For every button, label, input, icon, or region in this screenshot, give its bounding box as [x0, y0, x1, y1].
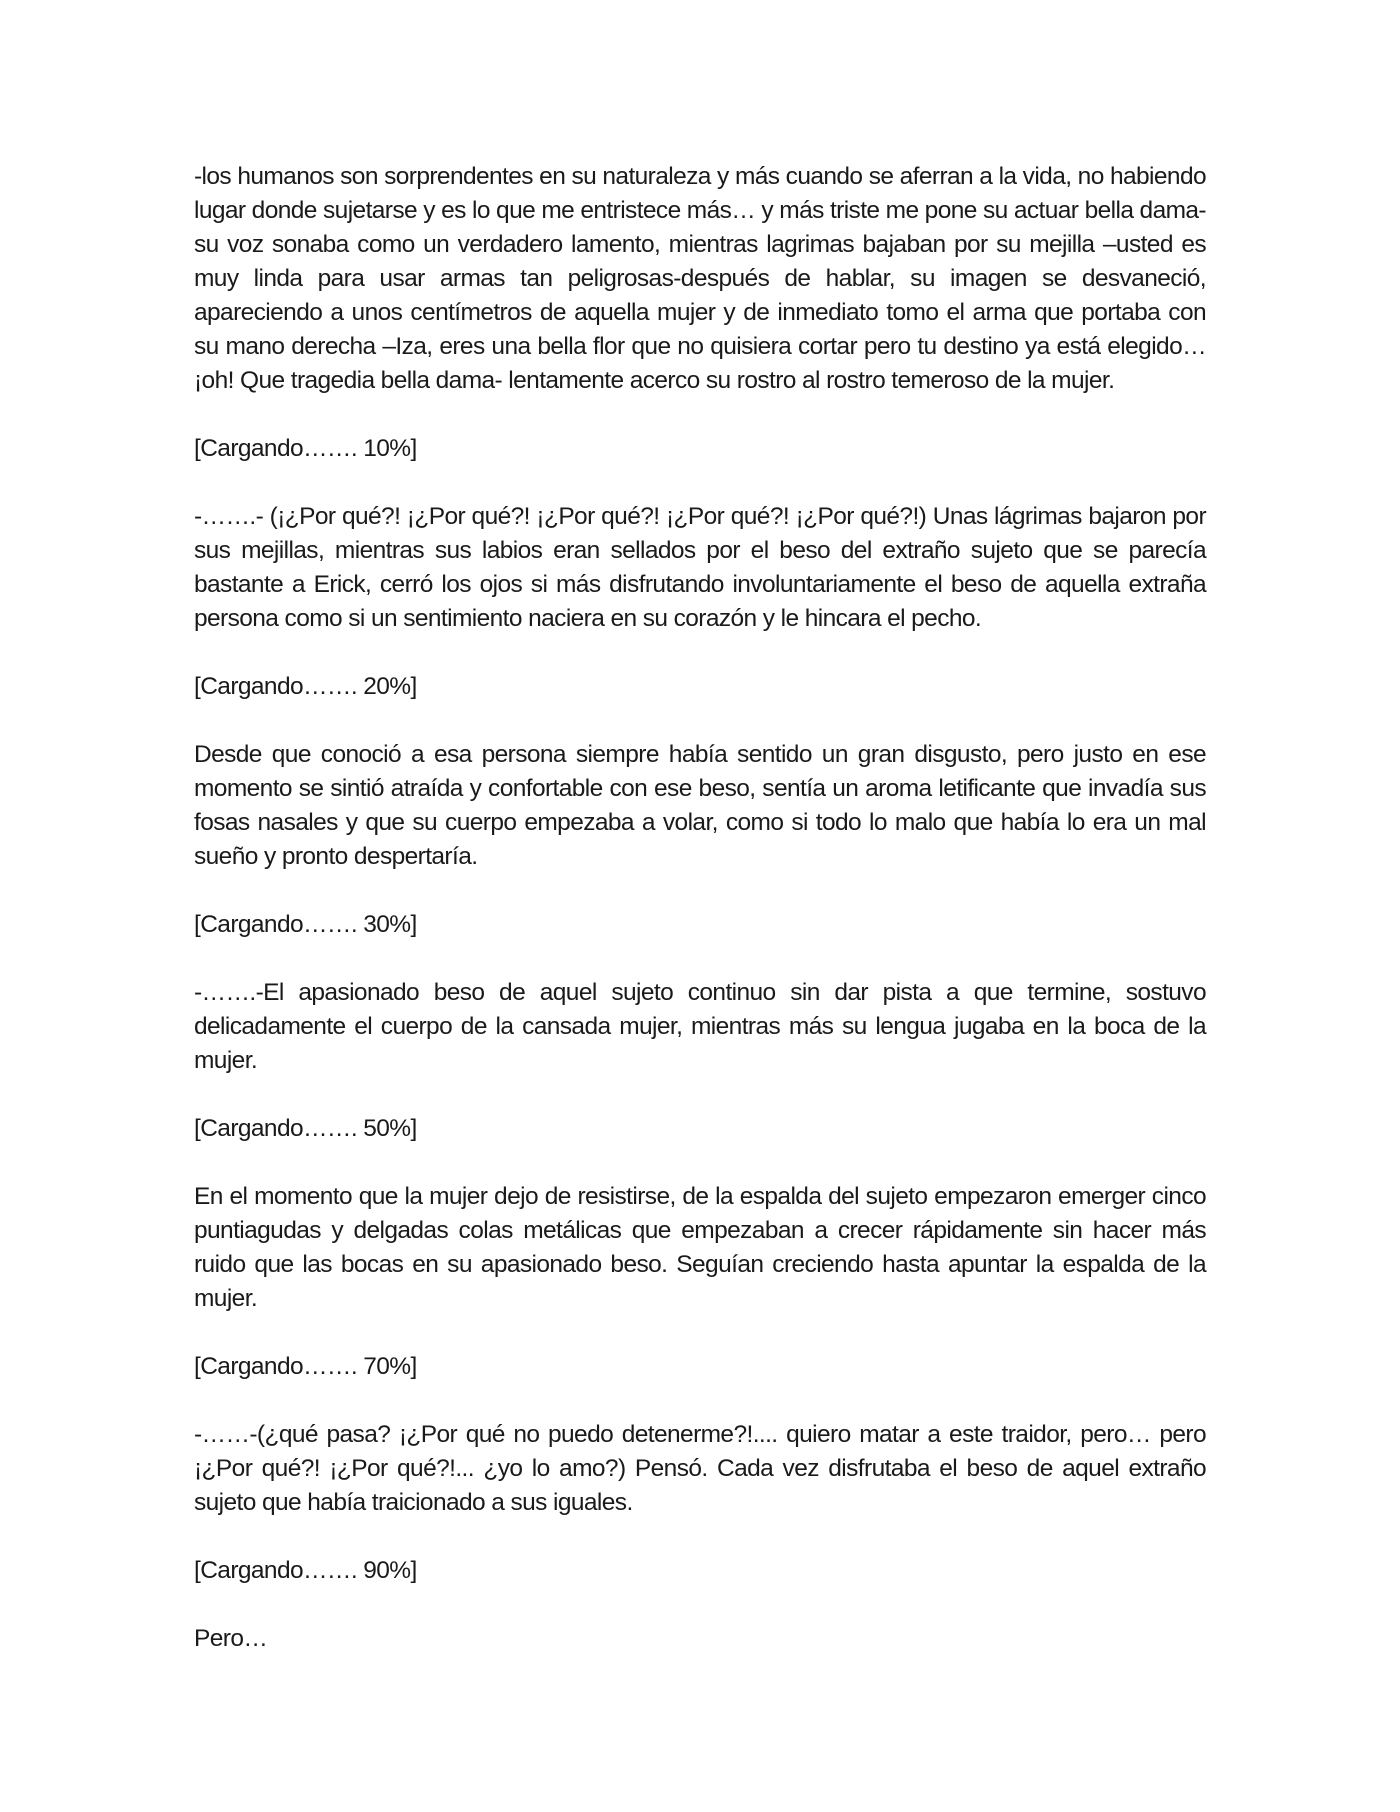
paragraph-5: En el momento que la mujer dejo de resistirse, de la espalda del sujeto empezaron emerger cinco puntiagudas y delgadas colas metálicas que empezaban a crecer rápidamente sin hacer más ruido que las bocas en su apasionado beso. Seguían creciendo hasta apuntar la espalda de la mujer. — [194, 1183, 1206, 1312]
paragraph-1: -los humanos son sorprendentes en su naturaleza y más cuando se aferran a la vida, no habiendo lugar donde sujetarse y es lo que me entristece más… y más triste me pone su actuar bella dama- su voz sonaba como un verdadero lamento, mientras lagrimas bajaban por su mejilla –usted es muy linda para usar armas tan peligrosas-después de hablar, su imagen se desvaneció, apareciendo a unos centímetros de aquella mujer y de inmediato tomo el arma que portaba con su mano derecha –Iza, eres una bella flor que no quisiera cortar pero tu destino ya está elegido… ¡oh! Que tragedia bella dama- lentamente acerco su rostro al rostro temeroso de la mujer. — [194, 163, 1206, 394]
loading-indicator-90: [Cargando……. 90%] — [194, 1557, 417, 1584]
loading-indicator-70: [Cargando……. 70%] — [194, 1353, 417, 1380]
paragraph-6: -……-(¿qué pasa? ¡¿Por qué no puedo detenerme?!.... quiero matar a este traidor, pero… pero ¡¿Por qué?! ¡¿Por qué?!... ¿yo lo amo?) Pensó. Cada vez disfrutaba el beso de aquel extraño sujeto que había traicionado a sus iguales. — [194, 1421, 1206, 1516]
loading-indicator-50: [Cargando……. 50%] — [194, 1115, 417, 1142]
paragraph-4: -…….-El apasionado beso de aquel sujeto continuo sin dar pista a que termine, sostuvo delicadamente el cuerpo de la cansada mujer, mientras más su lengua jugaba en la boca de la mujer. — [194, 979, 1206, 1074]
loading-indicator-20: [Cargando……. 20%] — [194, 673, 417, 700]
paragraph-3: Desde que conoció a esa persona siempre había sentido un gran disgusto, pero justo en ese momento se sintió atraída y confortable con ese beso, sentía un aroma letificante que invadía sus fosas nasales y que su cuerpo empezaba a volar, como si todo lo malo que había lo era un mal sueño y pronto despertaría. — [194, 741, 1206, 870]
paragraph-2: -…….- (¡¿Por qué?! ¡¿Por qué?! ¡¿Por qué?! ¡¿Por qué?! ¡¿Por qué?!) Unas lágrimas bajaron por sus mejillas, mientras sus labios eran sellados por el beso del extraño sujeto que se parecía bastante a Erick, cerró los ojos si más disfrutando involuntariamente el beso de aquella extraña persona como si un sentimiento naciera en su corazón y le hincara el pecho. — [194, 503, 1206, 632]
document-body — [194, 160, 1206, 1690]
loading-indicator-30: [Cargando……. 30%] — [194, 911, 417, 938]
paragraph-7: Pero… — [194, 1625, 268, 1652]
loading-indicator-10: [Cargando……. 10%] — [194, 435, 417, 462]
